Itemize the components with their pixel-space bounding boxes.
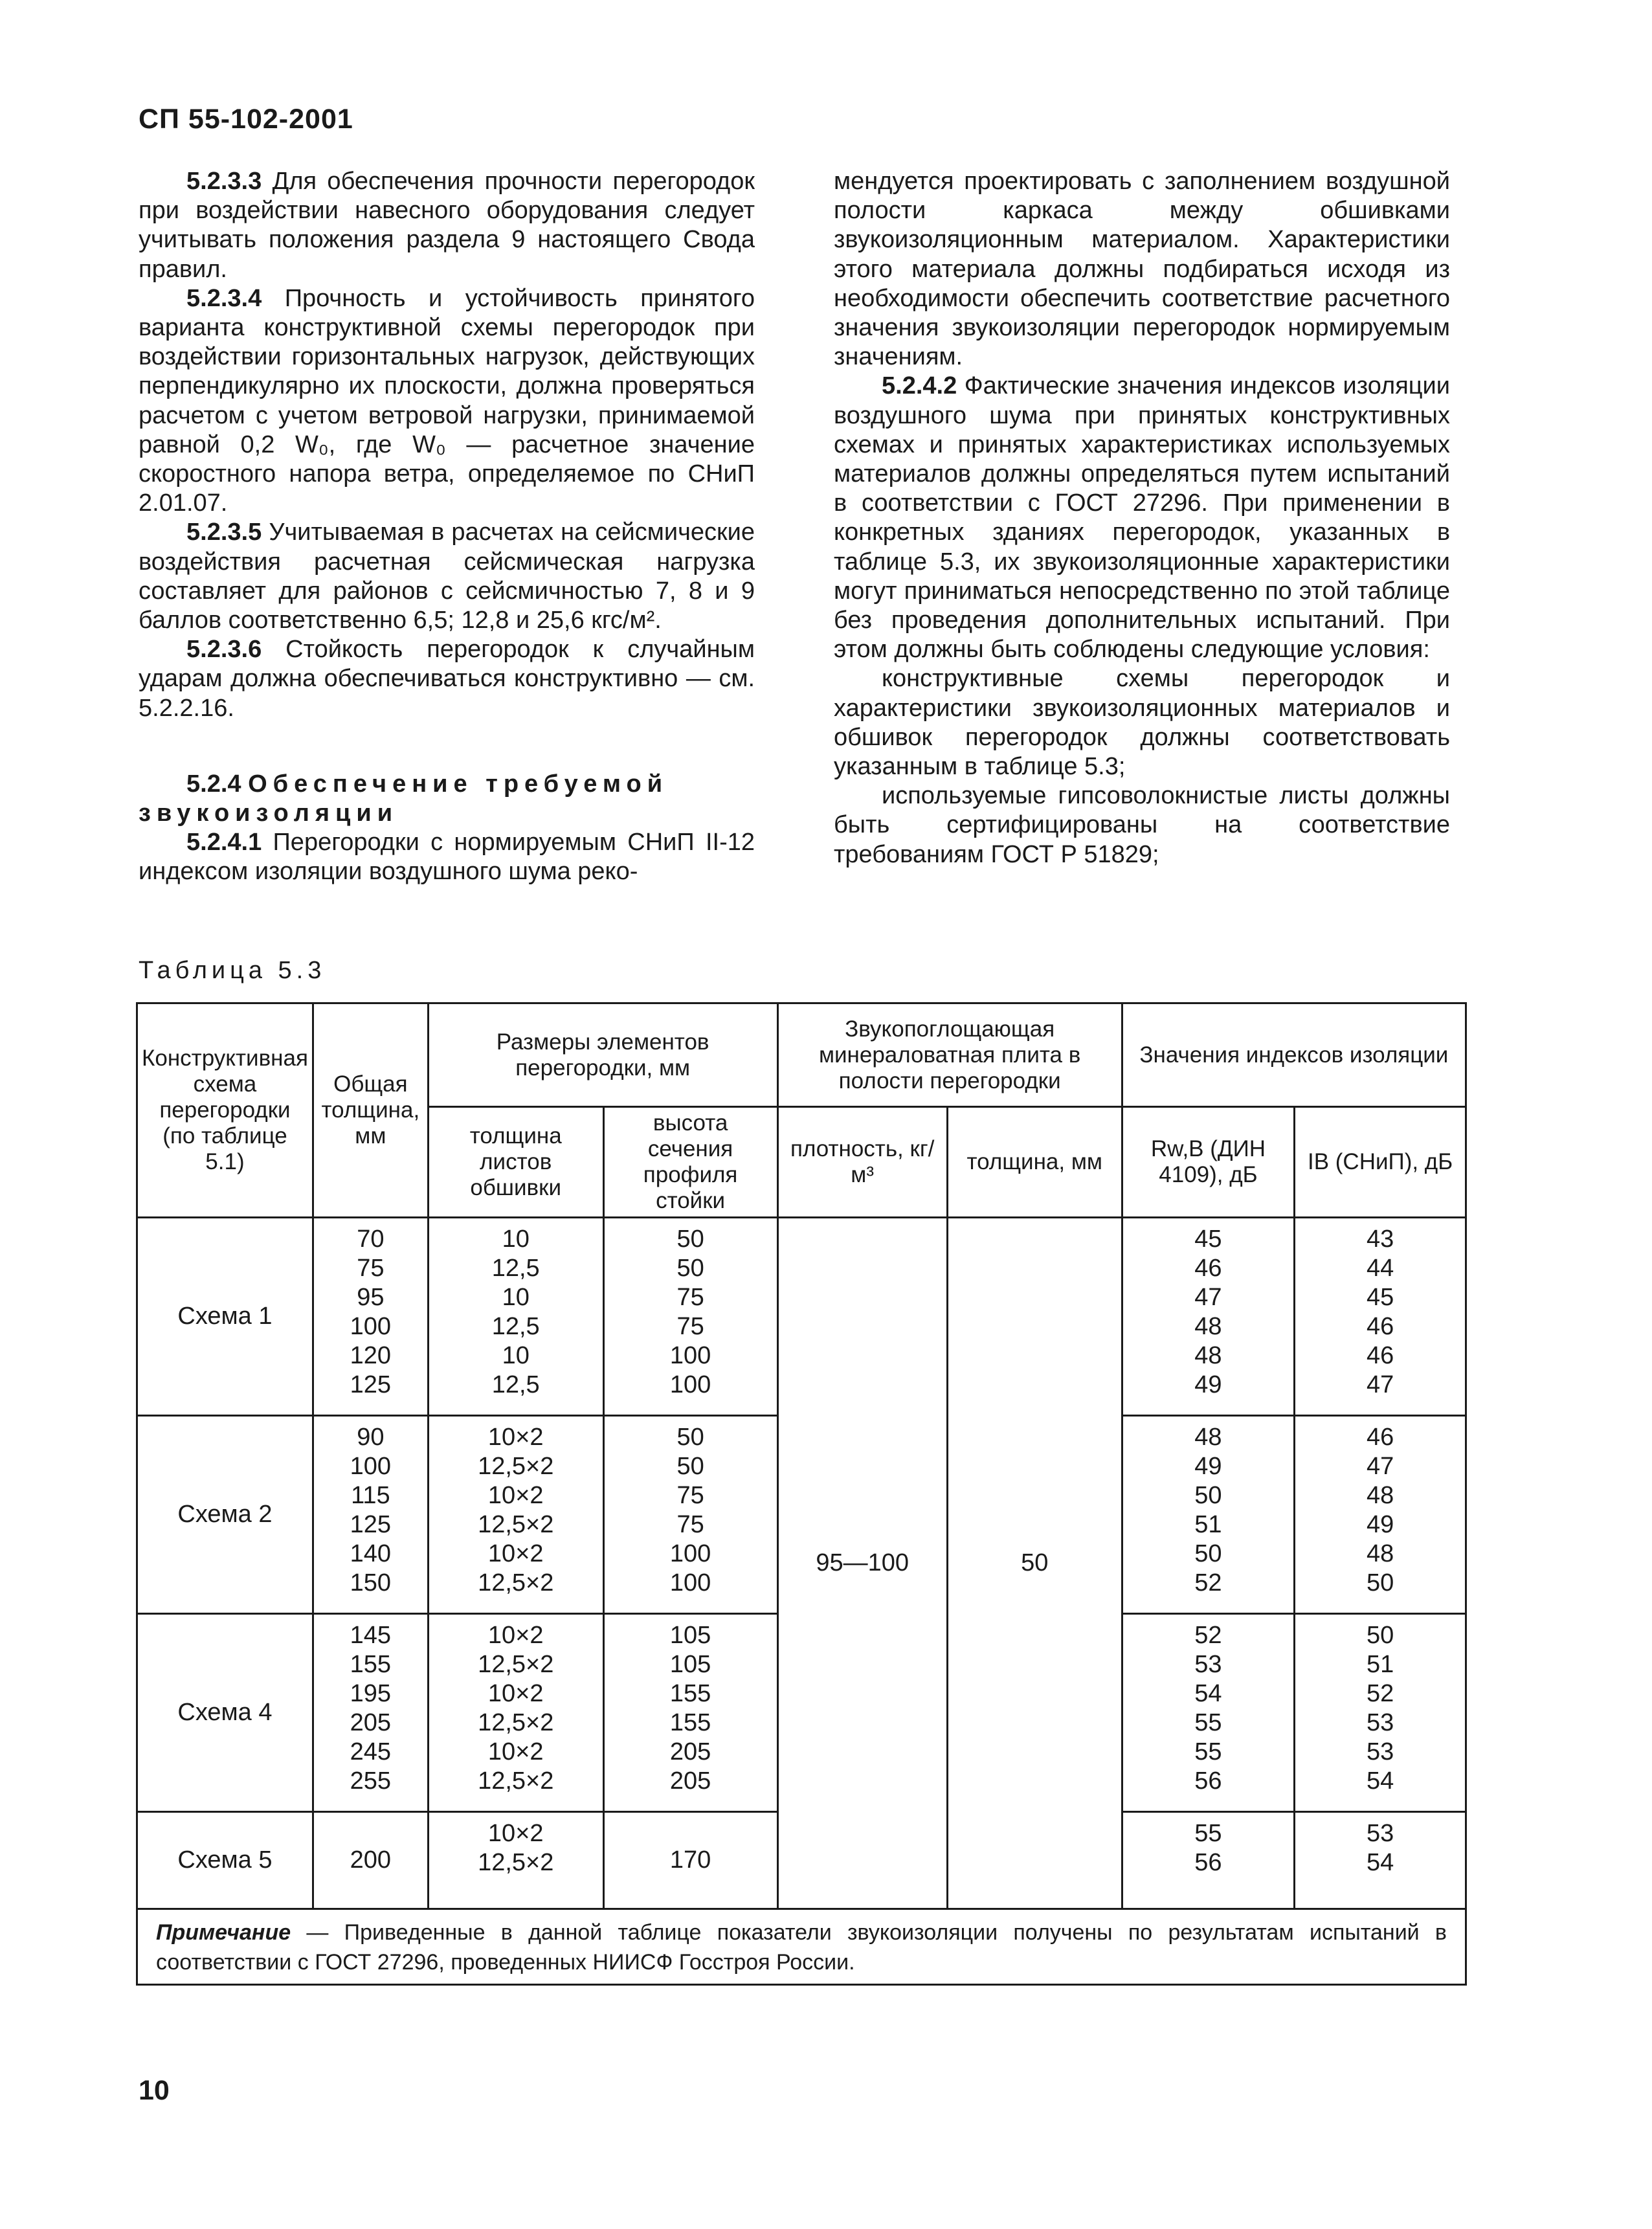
cell-value: 155	[669, 1709, 711, 1736]
table-row	[137, 1218, 1466, 1416]
cell-rw-index	[1122, 1416, 1294, 1614]
cell-value: 46	[1194, 1255, 1222, 1282]
cell-value: 54	[1194, 1680, 1222, 1707]
cell-value: 75	[676, 1511, 704, 1538]
cell-ib-index	[1295, 1614, 1466, 1812]
cell-value: 49	[1194, 1453, 1222, 1480]
header-mineral-plate: Звукопоглощающая минераловатная плита в полости перегородки	[777, 1003, 1122, 1107]
cell-value: 44	[1366, 1255, 1394, 1282]
cell-value: 54	[1366, 1849, 1394, 1876]
header-insulation-indices: Значения индексов изоляции	[1122, 1003, 1466, 1107]
cell-profile-height	[603, 1812, 777, 1909]
cell-value: 10×2	[487, 1680, 544, 1707]
cell-ib-index	[1295, 1812, 1466, 1909]
cell-value: 48	[1366, 1482, 1394, 1509]
cell-value: 90	[357, 1424, 385, 1451]
cell-value: 47	[1194, 1284, 1222, 1311]
paragraph-5-2-4-1	[139, 828, 755, 886]
paragraph-text: Прочность и устойчивость принятого варианта конструктивной схемы перегородок при воздействии горизонтальных нагрузок, действующих перпендикулярно их плоскости, должна проверяться расчетом с учетом ветровой нагрузки, принимаемой равной 0,2 W₀, где W₀ — расчетное значение скоростного напора ветра, определяемое по СНиП 2.01.07.	[139, 284, 755, 517]
cell-value: 10×2	[487, 1622, 544, 1649]
cell-value: 55	[1194, 1738, 1222, 1765]
cell-value: 205	[350, 1709, 392, 1736]
cell-scheme: Схема 4	[137, 1614, 313, 1812]
paragraph-5-2-3-6	[139, 635, 755, 723]
cell-profile-height	[603, 1416, 777, 1614]
cell-value: 120	[350, 1342, 392, 1369]
cell-value: 12,5×2	[478, 1453, 554, 1480]
cell-value: 46	[1366, 1313, 1394, 1340]
note-text: — Приведенные в данной таблице показатели звукоизоляции получены по результатам испытаний в соответствии с ГОСТ 27296, проведенных НИИСФ Госстроя России.	[156, 1920, 1447, 1975]
cell-value: 105	[669, 1651, 711, 1678]
cell-sheet-thickness	[428, 1812, 603, 1909]
cell-value: 10	[502, 1342, 530, 1369]
cell-value: 48	[1194, 1424, 1222, 1451]
paragraph-text: Перегородки с нормируемым СНиП II-12 индексом изоляции воздушного шума реко-	[139, 829, 755, 886]
cell-value: 53	[1366, 1738, 1394, 1765]
clause-number: 5.2.3.5	[186, 519, 262, 546]
condition-item: используемые гипсоволокнистые листы должны быть сертифицированы на соответствие требованиям ГОСТ Р 51829;	[834, 782, 1450, 868]
cell-value: 70	[357, 1226, 385, 1253]
cell-value: 50	[676, 1226, 704, 1253]
cell-ib-index	[1295, 1218, 1466, 1416]
cell-value: 200	[350, 1846, 392, 1874]
cell-value: 10×2	[487, 1482, 544, 1509]
cell-value: 56	[1194, 1849, 1222, 1876]
cell-value: 155	[350, 1651, 392, 1678]
cell-value: 52	[1366, 1680, 1394, 1707]
table-note	[137, 1909, 1466, 1985]
cell-value: 46	[1366, 1424, 1394, 1451]
cell-value: 51	[1366, 1651, 1394, 1678]
cell-total-thickness	[313, 1812, 428, 1909]
left-text-column	[139, 167, 755, 887]
cell-rw-index	[1122, 1812, 1294, 1909]
cell-value: 12,5×2	[478, 1511, 554, 1538]
cell-sheet-thickness	[428, 1614, 603, 1812]
cell-value: 100	[669, 1540, 711, 1567]
header-scheme: Конструктивная схема перегородки (по таблице 5.1)	[137, 1003, 313, 1218]
cell-density: 95—100	[777, 1218, 947, 1909]
cell-value: 51	[1194, 1511, 1222, 1538]
cell-value: 155	[669, 1680, 711, 1707]
cell-value: 205	[669, 1738, 711, 1765]
cell-value: 75	[676, 1482, 704, 1509]
cell-total-thickness	[313, 1614, 428, 1812]
cell-value: 10×2	[487, 1738, 544, 1765]
cell-value: 50	[676, 1424, 704, 1451]
cell-value: 100	[669, 1569, 711, 1596]
cell-value: 43	[1366, 1226, 1394, 1253]
clause-number: 5.2.3.3	[186, 168, 262, 195]
paragraph-text: Учитываемая в расчетах на сейсмические воздействия расчетная сейсмическая нагрузка составляет для районов с сейсмичностью 7, 8 и 9 баллов соответственно 6,5; 12,8 и 25,6 кгс/м².	[139, 519, 755, 634]
cell-value: 100	[350, 1313, 392, 1340]
cell-total-thickness	[313, 1218, 428, 1416]
cell-value: 55	[1194, 1820, 1222, 1847]
cell-value: 205	[669, 1767, 711, 1795]
cell-value: 48	[1194, 1342, 1222, 1369]
cell-value: 140	[350, 1540, 392, 1567]
clause-number: 5.2.4.2	[882, 372, 957, 400]
note-label: Примечание	[156, 1920, 291, 1945]
cell-value: 170	[669, 1846, 711, 1874]
cell-value: 12,5×2	[478, 1767, 554, 1795]
cell-sheet-thickness	[428, 1218, 603, 1416]
cell-value: 50	[1194, 1540, 1222, 1567]
page-number: 10	[139, 2075, 170, 2106]
condition-item: конструктивные схемы перегородок и характеристики звукоизоляционных материалов и обшивок перегородок должны соответствовать указанным в таблице 5.3;	[834, 665, 1450, 781]
cell-value: 46	[1366, 1342, 1394, 1369]
cell-value: 50	[676, 1453, 704, 1480]
cell-value: 10×2	[487, 1540, 544, 1567]
cell-profile-height	[603, 1614, 777, 1812]
paragraph-text: Стойкость перегородок к случайным ударам должна обеспечиваться конструктивно — см. 5.2.2.16.	[139, 636, 755, 722]
paragraph-5-2-3-3	[139, 167, 755, 284]
header-ib-index: IB (СНиП), дБ	[1295, 1107, 1466, 1218]
cell-value: 10×2	[487, 1424, 544, 1451]
cell-value: 100	[350, 1453, 392, 1480]
sound-insulation-table	[136, 1002, 1467, 1986]
cell-value: 47	[1366, 1371, 1394, 1398]
cell-value: 52	[1194, 1622, 1222, 1649]
cell-value: 115	[351, 1482, 390, 1509]
cell-value: 75	[676, 1313, 704, 1340]
cell-value: 100	[669, 1371, 711, 1398]
cell-scheme: Схема 1	[137, 1218, 313, 1416]
cell-value: 10×2	[487, 1820, 544, 1847]
cell-value: 12,5×2	[478, 1651, 554, 1678]
cell-total-thickness	[313, 1416, 428, 1614]
cell-value: 53	[1366, 1820, 1394, 1847]
cell-value: 10	[502, 1284, 530, 1311]
cell-value: 54	[1366, 1767, 1394, 1795]
cell-value: 45	[1366, 1284, 1394, 1311]
header-total-thickness: Общая толщина, мм	[313, 1003, 428, 1218]
cell-value: 75	[676, 1284, 704, 1311]
cell-value: 150	[350, 1569, 392, 1596]
header-element-sizes: Размеры элементов перегородки, мм	[428, 1003, 777, 1107]
cell-value: 195	[350, 1680, 392, 1707]
cell-value: 50	[676, 1255, 704, 1282]
cell-scheme: Схема 5	[137, 1812, 313, 1909]
paragraph-5-2-4-2	[834, 372, 1450, 664]
section-title: Обеспечение требуемой звукоизоляции	[139, 770, 669, 827]
table-caption: Таблица 5.3	[139, 957, 326, 984]
cell-value: 49	[1194, 1371, 1222, 1398]
cell-value: 10	[502, 1226, 530, 1253]
cell-value: 12,5×2	[478, 1709, 554, 1736]
cell-sheet-thickness	[428, 1416, 603, 1614]
cell-value: 125	[350, 1371, 392, 1398]
table-body	[137, 1218, 1466, 1909]
header-rw-index: Rw,B (ДИН 4109), дБ	[1122, 1107, 1294, 1218]
cell-value: 53	[1366, 1709, 1394, 1736]
cell-value: 12,5	[491, 1371, 540, 1398]
cell-value: 49	[1366, 1511, 1394, 1538]
cell-value: 105	[669, 1622, 711, 1649]
cell-value: 50	[1366, 1569, 1394, 1596]
cell-value: 75	[357, 1255, 385, 1282]
clause-number: 5.2.4.1	[186, 829, 262, 857]
cell-value: 12,5	[491, 1255, 540, 1282]
cell-value: 55	[1194, 1709, 1222, 1736]
cell-value: 100	[669, 1342, 711, 1369]
cell-value: 50	[1366, 1622, 1394, 1649]
paragraph-text: Фактические значения индексов изоляции воздушного шума при принятых конструктивных схемах и принятых характеристиках используемых материалов должны определяться путем испытаний в соответствии с ГОСТ 27296. При применении в конкретных зданиях перегородок, указанных в таблице 5.3, их звукоизоляционные характеристики могут приниматься непосредственно по этой таблице без проведения дополнительных испытаний. При этом должны быть соблюдены следующие условия:	[834, 372, 1450, 664]
cell-value: 95	[357, 1284, 385, 1311]
cell-value: 12,5	[491, 1313, 540, 1340]
paragraph-5-2-3-4	[139, 284, 755, 519]
header-sheet-thickness: толщина листов обшивки	[428, 1107, 603, 1218]
cell-value: 56	[1194, 1767, 1222, 1795]
paragraph-5-2-3-5	[139, 518, 755, 635]
cell-value: 255	[350, 1767, 392, 1795]
cell-value: 48	[1194, 1313, 1222, 1340]
paragraph-text: Для обеспечения прочности перегородок при воздействии навесного оборудования следует учитывать положения раздела 9 настоящего Свода правил.	[139, 168, 755, 283]
cell-value: 125	[350, 1511, 392, 1538]
cell-ib-index	[1295, 1416, 1466, 1614]
header-density: плотность, кг/м³	[777, 1107, 947, 1218]
cell-value: 50	[1194, 1482, 1222, 1509]
cell-value: 47	[1366, 1453, 1394, 1480]
section-number: 5.2.4	[186, 770, 241, 798]
cell-profile-height	[603, 1218, 777, 1416]
cell-value: 145	[350, 1622, 392, 1649]
cell-value: 12,5×2	[478, 1569, 554, 1596]
cell-value: 245	[350, 1738, 392, 1765]
cell-plate-thickness: 50	[947, 1218, 1122, 1909]
document-code: СП 55-102-2001	[139, 104, 353, 135]
cell-value: 45	[1194, 1226, 1222, 1253]
right-text-column	[834, 167, 1450, 869]
cell-value: 53	[1194, 1651, 1222, 1678]
cell-scheme: Схема 2	[137, 1416, 313, 1614]
section-heading-5-2-4	[139, 770, 755, 828]
cell-rw-index	[1122, 1614, 1294, 1812]
cell-value: 48	[1366, 1540, 1394, 1567]
clause-number: 5.2.3.6	[186, 636, 262, 664]
cell-value: 52	[1194, 1569, 1222, 1596]
clause-number: 5.2.3.4	[186, 284, 262, 312]
cell-rw-index	[1122, 1218, 1294, 1416]
cell-value: 12,5×2	[478, 1849, 554, 1876]
header-profile-height: высота сечения профиля стойки	[603, 1107, 777, 1218]
paragraph-continuation: мендуется проектировать с заполнением воздушной полости каркаса между обшивками звукоизоляционным материалом. Характеристики этого материала должны подбираться исходя из необходимости обеспечить соответствие расчетного значения звукоизоляции перегородок нормируемым значениям.	[834, 168, 1450, 371]
header-plate-thickness: толщина, мм	[947, 1107, 1122, 1218]
